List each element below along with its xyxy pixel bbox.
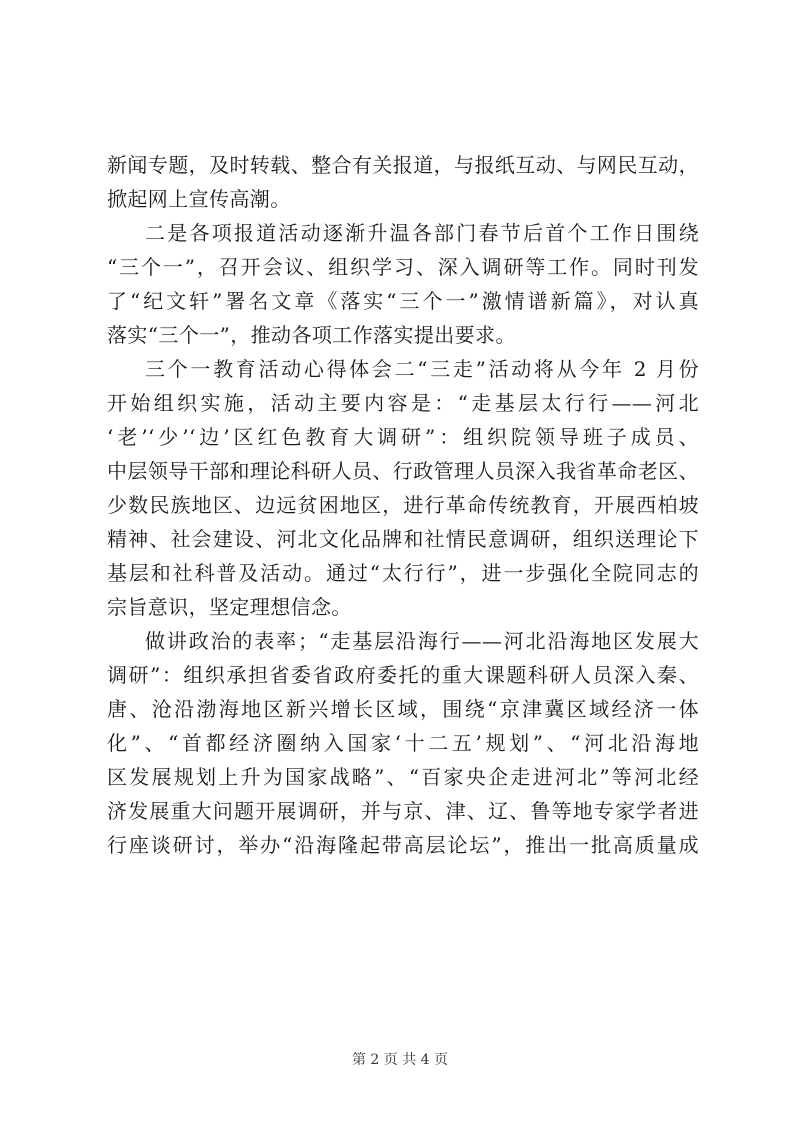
document-body: [107, 148, 699, 862]
text-line: 基层和社科普及活动。通过“太行行”，进一步强化全院同志的: [107, 561, 699, 585]
page-number-footer: 第 2 页 共 4 页: [351, 1052, 449, 1068]
text-line: 唐、沧沿渤海地区新兴增长区域，围绕“京津冀区域经济一体: [107, 697, 699, 721]
text-line: 中层领导干部和理论科研人员、行政管理人员深入我省革命老区、: [107, 459, 699, 483]
text-line: 济发展重大问题开展调研，并与京、津、辽、鲁等地专家学者进: [107, 799, 699, 823]
text-line: 调研”：组织承担省委省政府委托的重大课题科研人员深入秦、: [107, 663, 699, 687]
text-line: 掀起网上宣传高潮。: [107, 187, 291, 211]
text-line: 落实“三个一”，推动各项工作落实提出要求。: [107, 323, 516, 347]
paragraph-start-line: 二是各项报道活动逐渐升温各部门春节后首个工作日围绕: [145, 221, 699, 245]
text-line: 了“纪文轩”署名文章《落实“三个一”激情谱新篇》，对认真: [107, 289, 699, 313]
text-line: 精神、社会建设、河北文化品牌和社情民意调研，组织送理论下: [107, 527, 699, 551]
text-line: 少数民族地区、边远贫困地区，进行革命传统教育，开展西柏坡: [107, 493, 699, 517]
text-line: ‘老’‘少’‘边’区红色教育大调研”：组织院领导班子成员、: [107, 425, 699, 449]
paragraph-start-line: 做讲政治的表率；“走基层沿海行——河北沿海地区发展大: [145, 629, 699, 653]
text-line: 化”、“首都经济圈纳入国家‘十二五’规划”、“河北沿海地: [107, 731, 699, 755]
text-line: 区发展规划上升为国家战略”、“百家央企走进河北”等河北经: [107, 765, 699, 789]
text-line: 宗旨意识，坚定理想信念。: [107, 595, 352, 619]
text-line: “三个一”，召开会议、组织学习、深入调研等工作。同时刊发: [107, 255, 699, 279]
text-line: 开始组织实施，活动主要内容是：“走基层太行行——河北: [107, 391, 699, 415]
text-line: 新闻专题，及时转载、整合有关报道，与报纸互动、与网民互动，: [107, 153, 699, 177]
paragraph-start-line: 三个一教育活动心得体会二“三走”活动将从今年 2 月份: [145, 357, 699, 381]
text-line: 行座谈研讨，举办“沿海隆起带高层论坛”，推出一批高质量成: [107, 833, 699, 857]
